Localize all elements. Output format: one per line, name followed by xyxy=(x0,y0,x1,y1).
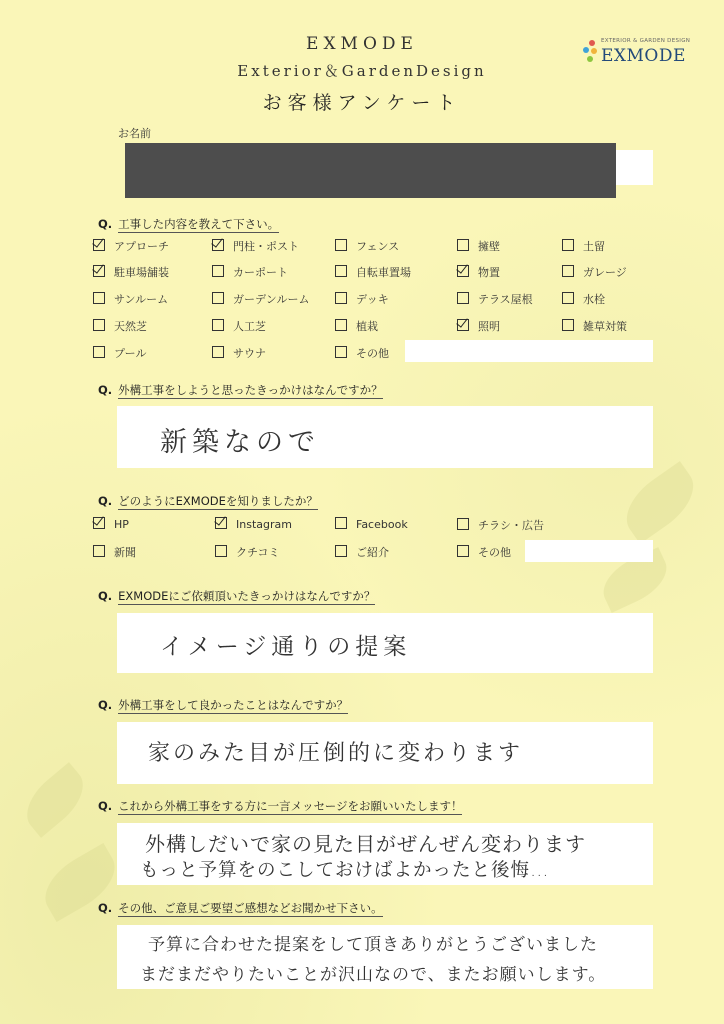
q1-option[interactable]: デッキ xyxy=(335,291,389,307)
question-3 xyxy=(98,493,318,509)
q1-option[interactable]: サウナ xyxy=(212,345,266,361)
checkbox[interactable] xyxy=(93,239,105,251)
question-text: 外構工事をしようと思ったきっかけはなんですか？ xyxy=(118,383,383,397)
q1-option[interactable]: その他 xyxy=(335,345,389,361)
q3-option[interactable]: ご紹介 xyxy=(335,544,389,560)
checkbox[interactable] xyxy=(335,319,347,331)
q3-option[interactable]: チラシ・広告 xyxy=(457,517,544,533)
question-text: その他、ご意見ご要望ご感想などお聞かせ下さい。 xyxy=(118,901,383,915)
question-6 xyxy=(98,798,462,814)
question-text: これから外構工事をする方に一言メッセージをお願いいたします！ xyxy=(118,799,463,813)
leaf-decoration xyxy=(15,762,94,838)
logo-dot-icon xyxy=(589,40,595,46)
q3-option[interactable]: クチコミ xyxy=(215,544,280,560)
q6-answer-line2: もっと予算をのこしておけばよかったと後悔… xyxy=(140,860,550,881)
question-1 xyxy=(98,216,279,232)
checkbox[interactable] xyxy=(457,239,469,251)
checkbox[interactable] xyxy=(212,292,224,304)
logo-dot-icon xyxy=(587,56,593,62)
q1-option[interactable]: 雑草対策 xyxy=(562,318,627,334)
q1-option[interactable]: 天然芝 xyxy=(93,318,147,334)
logo-dot-icon xyxy=(591,48,597,54)
checkbox[interactable] xyxy=(335,239,347,251)
q1-option[interactable]: プール xyxy=(93,345,146,361)
q1-option[interactable]: テラス屋根 xyxy=(457,291,533,307)
question-text: 外構工事をして良かったことはなんですか？ xyxy=(118,698,349,712)
logo-name: EXMODE xyxy=(601,46,686,66)
q1-option[interactable]: 人工芝 xyxy=(212,318,266,334)
checkbox[interactable] xyxy=(93,319,105,331)
q1-option[interactable]: 土留 xyxy=(562,238,605,254)
checkbox[interactable] xyxy=(335,545,347,557)
checkbox[interactable] xyxy=(93,346,105,358)
q1-option[interactable]: ガーデンルーム xyxy=(212,291,310,307)
q3-option[interactable]: 新聞 xyxy=(93,544,136,560)
question-5 xyxy=(98,697,348,713)
checkbox[interactable] xyxy=(212,346,224,358)
q1-option[interactable]: 門柱・ポスト xyxy=(212,238,299,254)
q1-option[interactable]: 擁壁 xyxy=(457,238,500,254)
q1-option[interactable]: 植栽 xyxy=(335,318,378,334)
question-7 xyxy=(98,900,383,916)
checkbox[interactable] xyxy=(93,517,105,529)
question-4 xyxy=(98,588,375,604)
question-marker: Q. xyxy=(98,383,113,397)
q1-option[interactable]: 照明 xyxy=(457,318,500,334)
checkbox[interactable] xyxy=(215,517,227,529)
checkbox[interactable] xyxy=(335,346,347,358)
checkbox[interactable] xyxy=(335,517,347,529)
q1-option[interactable]: サンルーム xyxy=(93,291,168,307)
q1-option[interactable]: 物置 xyxy=(457,264,500,280)
question-text: EXMODEにご依頼頂いたきっかけはなんですか？ xyxy=(118,589,376,603)
q1-option[interactable]: 水栓 xyxy=(562,291,605,307)
checkbox[interactable] xyxy=(335,292,347,304)
q1-other-input[interactable] xyxy=(405,340,653,362)
checkbox[interactable] xyxy=(562,239,574,251)
checkbox[interactable] xyxy=(93,265,105,277)
checkbox[interactable] xyxy=(212,239,224,251)
checkbox[interactable] xyxy=(93,292,105,304)
question-text: どのようにEXMODEを知りましたか？ xyxy=(118,494,318,508)
q7-answer-line1: 予算に合わせた提案をして頂きありがとうございました xyxy=(148,935,598,955)
q7-answer-line2: まだまだやりたいことが沢山なので、またお願いします。 xyxy=(140,965,607,985)
leaf-decoration xyxy=(614,461,705,544)
q6-answer-line1: 外構しだいで家の見た目がぜんぜん変わります xyxy=(145,832,586,856)
checkbox[interactable] xyxy=(93,545,105,557)
checkbox[interactable] xyxy=(457,265,469,277)
q3-option[interactable]: HP xyxy=(93,517,129,531)
q4-answer: イメージ通りの提案 xyxy=(160,634,412,660)
name-label: お名前 xyxy=(118,127,151,140)
q1-option[interactable]: 駐車場舗装 xyxy=(93,264,169,280)
checkbox[interactable] xyxy=(562,319,574,331)
logo-tagline: EXTERIOR & GARDEN DESIGN xyxy=(601,38,691,44)
question-marker: Q. xyxy=(98,799,113,813)
q3-option[interactable]: Facebook xyxy=(335,517,408,531)
q3-other-input[interactable] xyxy=(525,540,653,562)
checkbox[interactable] xyxy=(562,292,574,304)
checkbox[interactable] xyxy=(335,265,347,277)
q5-answer: 家のみた目が圧倒的に変わります xyxy=(148,741,524,766)
question-marker: Q. xyxy=(98,901,113,915)
checkbox[interactable] xyxy=(212,319,224,331)
checkbox[interactable] xyxy=(212,265,224,277)
q1-option[interactable]: フェンス xyxy=(335,238,399,254)
checkbox[interactable] xyxy=(457,518,469,530)
q1-option[interactable]: 自転車置場 xyxy=(335,264,411,280)
question-2 xyxy=(98,382,383,398)
q1-option[interactable]: アプローチ xyxy=(93,238,169,254)
exmode-logo xyxy=(583,38,703,70)
q1-option[interactable]: ガレージ xyxy=(562,264,627,280)
question-marker: Q. xyxy=(98,698,113,712)
q2-answer: 新築なので xyxy=(160,427,320,458)
q3-option[interactable]: Instagram xyxy=(215,517,292,531)
q1-option[interactable]: カーポート xyxy=(212,264,288,280)
checkbox[interactable] xyxy=(457,319,469,331)
logo-dot-icon xyxy=(583,47,589,53)
q3-option[interactable]: その他 xyxy=(457,544,511,560)
question-marker: Q. xyxy=(98,217,113,231)
checkbox[interactable] xyxy=(215,545,227,557)
document-title: お客様アンケート xyxy=(262,92,462,114)
checkbox[interactable] xyxy=(457,545,469,557)
name-redaction xyxy=(125,143,616,198)
question-text: 工事した内容を教えて下さい。 xyxy=(118,217,280,231)
checkbox[interactable] xyxy=(457,292,469,304)
question-marker: Q. xyxy=(98,589,113,603)
question-marker: Q. xyxy=(98,494,113,508)
brand-title: EXMODE xyxy=(306,34,418,54)
checkbox[interactable] xyxy=(562,265,574,277)
brand-subtitle: Exterior＆GardenDesign xyxy=(237,62,487,80)
